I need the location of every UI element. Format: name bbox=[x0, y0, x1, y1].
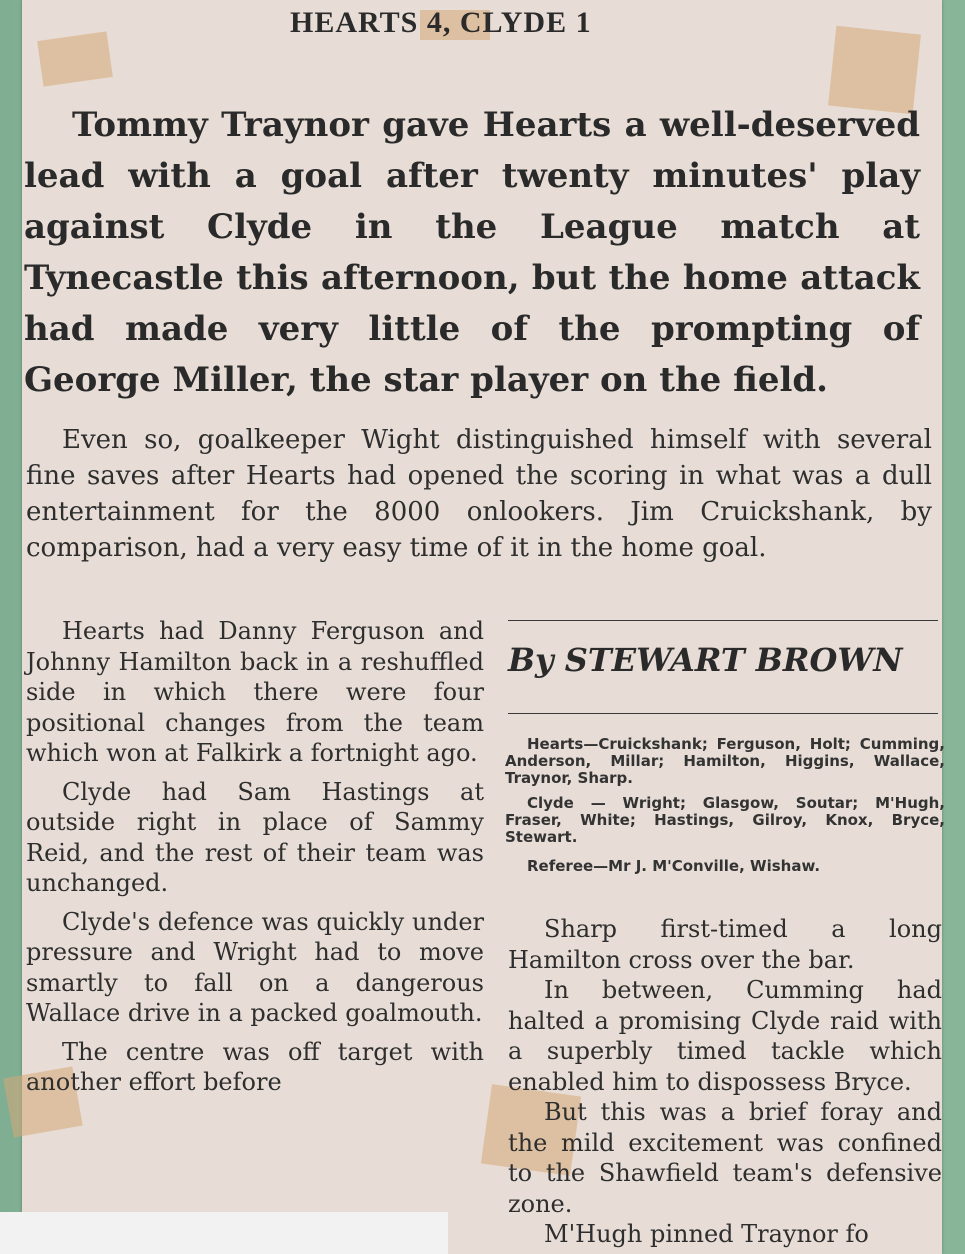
article-paragraph: M'Hugh pinned Traynor fo bbox=[544, 1220, 869, 1248]
article-paragraph: Hearts had Danny Ferguson and Johnny Hamilton back in a reshuffled side in which there were four positional changes from the team which won at Falkirk a fortnight ago. bbox=[26, 617, 484, 767]
article-paragraph: Clyde had Sam Hastings at outside right in place of Sammy Reid, and the rest of their team was unchanged. bbox=[26, 777, 484, 897]
article-paragraph: In between, Cumming had halted a promising Clyde raid with a superbly timed tackle which enabled him to dispossess Bryce. bbox=[508, 976, 942, 1096]
byline-box bbox=[508, 620, 938, 714]
left-column bbox=[26, 616, 484, 1106]
lineup-clyde: Clyde — Wright; Glasgow, Soutar; M'Hugh, Fraser, White; Hastings, Gilroy, Knox, Bryce, Stewart. bbox=[505, 794, 945, 846]
team-lineups bbox=[505, 736, 945, 883]
article-paragraph: Even so, goalkeeper Wight distinguished himself with several fine saves after Hearts had opened the scoring in what was a dull entertainment for the 8000 onlookers. Jim Cruickshank, by comparison, had a very easy time of it in the home goal. bbox=[26, 425, 932, 563]
tape-strip-top-left bbox=[37, 31, 113, 86]
article-paragraph: But this was a brief foray and the mild excitement was confined to the Shawfield team's defensive zone. bbox=[508, 1098, 942, 1218]
lineup-hearts: Hearts—Cruickshank; Ferguson, Holt; Cumming, Anderson, Millar; Hamilton, Higgins, Wallace, Traynor, Sharp. bbox=[505, 735, 945, 787]
headline: HEARTS 4, CLYDE 1 bbox=[290, 6, 592, 39]
article-paragraph: The centre was off target with another effort before bbox=[26, 1037, 484, 1096]
article-paragraph: Sharp first-timed a long Hamilton cross over the bar. bbox=[508, 915, 942, 974]
page-corner-paper bbox=[0, 1212, 448, 1254]
article-paragraph: Clyde's defence was quickly under pressure and Wright had to move smartly to fall on a dangerous Wallace drive in a packed goalmouth. bbox=[26, 907, 484, 1027]
referee-line: Referee—Mr J. M'Conville, Wishaw. bbox=[527, 857, 821, 875]
lead-paragraph: Tommy Traynor gave Hearts a well-deserved lead with a goal after twenty minutes' play against Clyde in the League match at Tynecastle this afternoon, but the home attack had made very little of the prompting of George Miller, the star player on the field. bbox=[24, 105, 920, 400]
right-column bbox=[508, 914, 942, 1250]
byline: By STEWART BROWN bbox=[508, 641, 903, 679]
